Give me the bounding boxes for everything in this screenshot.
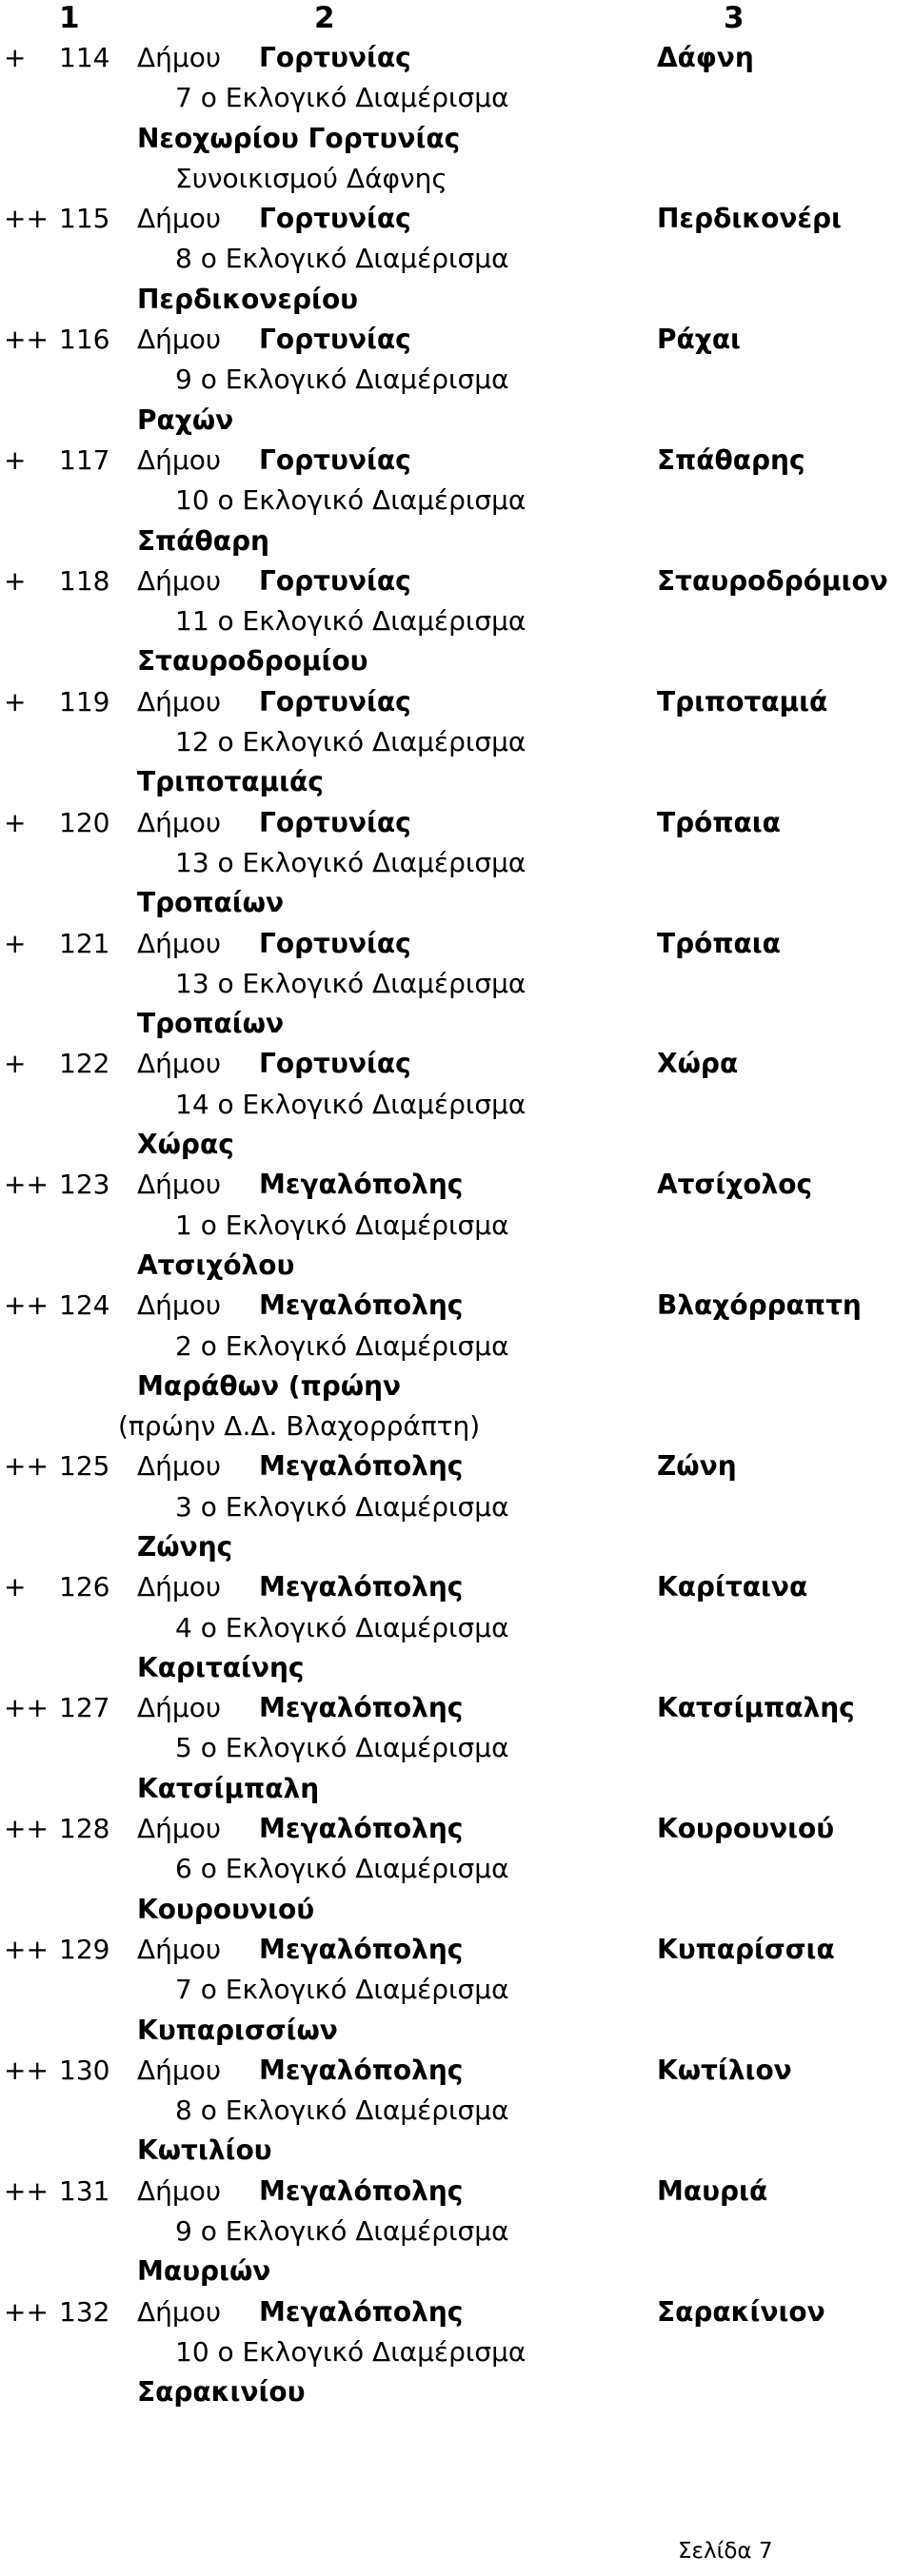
entry-district: 5 ο Εκλογικό Διαμέρισμα: [175, 1732, 509, 1764]
entry-marker: +: [4, 42, 27, 73]
entry-dimou: Δήμου: [137, 1048, 222, 1080]
list-item: [0, 1809, 914, 1930]
entry-number: 132: [59, 2295, 110, 2328]
entry-extra-line: [0, 159, 914, 199]
entry-name-line: [0, 2131, 914, 2171]
entry-name-line: [0, 119, 914, 159]
entry-target: Κυπαρίσσια: [657, 1933, 835, 1965]
entry-main-line: [0, 1809, 914, 1849]
entry-main-line: [0, 803, 914, 843]
entry-name-line: [0, 1125, 914, 1165]
entry-name: Καριταίνης: [137, 1651, 305, 1683]
entry-district: 7 ο Εκλογικό Διαμέρισμα: [175, 1974, 509, 2006]
entry-municipality: Μεγαλόπολης: [259, 1289, 464, 1322]
entry-district: 10 ο Εκλογικό Διαμέρισμα: [175, 2335, 527, 2368]
entry-target: Τριποταμιά: [657, 685, 828, 718]
entry-main-line: [0, 1446, 914, 1486]
entry-main-line: [0, 2292, 914, 2332]
entry-number: 122: [59, 1048, 110, 1080]
entry-target: Δάφνη: [657, 42, 754, 73]
list-item: [0, 1930, 914, 2051]
entry-main-line: [0, 682, 914, 722]
entry-marker: +: [4, 1048, 27, 1080]
list-item: [0, 561, 914, 682]
entry-dimou: Δήμου: [137, 927, 222, 959]
entry-marker: +: [4, 1571, 27, 1603]
entry-municipality: Γορτυνίας: [259, 564, 411, 597]
entry-marker: +: [4, 443, 27, 476]
entry-marker: ++: [4, 2295, 49, 2328]
entry-marker: ++: [4, 2174, 49, 2207]
entry-dimou: Δήμου: [137, 1169, 222, 1201]
entry-number: 130: [59, 2054, 110, 2086]
entry-name-line: [0, 1890, 914, 1930]
entry-number: 128: [59, 1813, 110, 1845]
entry-main-line: [0, 1165, 914, 1205]
entry-name: Σπάθαρη: [137, 524, 269, 557]
entry-name: Κατσίμπαλη: [137, 1772, 320, 1804]
list-item: [0, 1165, 914, 1286]
list-item: [0, 320, 914, 441]
entry-municipality: Γορτυνίας: [259, 324, 411, 356]
entry-name: Νεοχωρίου Γορτυνίας: [137, 122, 461, 154]
entry-former-name: (πρώην Δ.Δ. Βλαχορράπτη): [118, 1410, 481, 1443]
entry-settlement: Συνοικισμού Δάφνης: [175, 162, 447, 194]
entry-district: 8 ο Εκλογικό Διαμέρισμα: [175, 2094, 509, 2127]
entry-municipality: Γορτυνίας: [259, 685, 411, 718]
list-item: [0, 1567, 914, 1688]
entry-dimou: Δήμου: [137, 1289, 222, 1322]
entry-target: Χώρα: [657, 1048, 739, 1080]
entry-number: 118: [59, 564, 110, 597]
entry-target: Κωτίλιον: [657, 2054, 792, 2086]
entry-marker: ++: [4, 1692, 49, 1724]
entry-name-line: [0, 2372, 914, 2412]
entry-sub-line: [0, 601, 914, 641]
entry-district: 13 ο Εκλογικό Διαμέρισμα: [175, 846, 527, 878]
entry-target: Σταυροδρόμιον: [657, 564, 888, 597]
entry-dimou: Δήμου: [137, 324, 222, 356]
entry-name: Κωτιλίου: [137, 2134, 272, 2167]
entry-municipality: Μεγαλόπολης: [259, 1813, 464, 1845]
entry-dimou: Δήμου: [137, 806, 222, 838]
entry-target: Περδικονέρι: [657, 203, 842, 235]
column-header-row: [0, 0, 914, 38]
entry-name: Μαράθων (πρώην: [137, 1369, 402, 1402]
list-item: [0, 2051, 914, 2172]
entry-target: Καρίταινα: [657, 1571, 808, 1603]
entry-sub-line: [0, 1206, 914, 1246]
entry-name: Μαυριών: [137, 2255, 271, 2288]
entry-municipality: Μεγαλόπολης: [259, 1692, 464, 1724]
entry-marker: ++: [4, 2054, 49, 2086]
entry-marker: +: [4, 806, 27, 838]
entry-target: Κουρουνιού: [657, 1813, 835, 1845]
entry-sub-line: [0, 360, 914, 400]
entry-municipality: Γορτυνίας: [259, 42, 411, 73]
entry-name: Ατσιχόλου: [137, 1249, 295, 1281]
entry-dimou: Δήμου: [137, 1692, 222, 1724]
entry-target: Κατσίμπαλης: [657, 1692, 855, 1724]
entry-extra-line: [0, 1406, 914, 1446]
entry-dimou: Δήμου: [137, 2295, 222, 2328]
entry-name: Τριποταμιάς: [137, 766, 324, 798]
entry-sub-line: [0, 1327, 914, 1367]
entry-district: 7 ο Εκλογικό Διαμέρισμα: [175, 82, 509, 114]
list-item: [0, 441, 914, 561]
entry-district: 11 ο Εκλογικό Διαμέρισμα: [175, 605, 527, 638]
entry-name-line: [0, 1527, 914, 1567]
page-number: Σελίδα 7: [678, 2539, 773, 2564]
entry-name-line: [0, 2252, 914, 2291]
entry-marker: ++: [4, 1289, 49, 1322]
entry-district: 9 ο Εκλογικό Διαμέρισμα: [175, 364, 509, 396]
entry-main-line: [0, 320, 914, 360]
list-item: [0, 38, 914, 199]
entry-municipality: Μεγαλόπολης: [259, 1933, 464, 1965]
entry-number: 131: [59, 2174, 110, 2207]
entry-municipality: Γορτυνίας: [259, 1048, 411, 1080]
entry-dimou: Δήμου: [137, 42, 222, 73]
entry-name-line: [0, 521, 914, 561]
entry-number: 124: [59, 1289, 110, 1322]
entry-main-line: [0, 1044, 914, 1084]
entry-main-line: [0, 1286, 914, 1326]
entry-dimou: Δήμου: [137, 1813, 222, 1845]
entry-name: Ζώνης: [137, 1530, 233, 1563]
entry-district: 8 ο Εκλογικό Διαμέρισμα: [175, 243, 509, 275]
entry-marker: ++: [4, 203, 49, 235]
entry-number: 121: [59, 927, 110, 959]
entry-sub-line: [0, 722, 914, 762]
entry-sub-line: [0, 1970, 914, 2010]
entry-name: Χώρας: [137, 1129, 234, 1161]
entry-marker: ++: [4, 1450, 49, 1483]
entry-target: Βλαχόρραπτη: [657, 1289, 862, 1322]
entry-district: 4 ο Εκλογικό Διαμέρισμα: [175, 1611, 509, 1643]
entry-district: 10 ο Εκλογικό Διαμέρισμα: [175, 484, 527, 517]
entry-main-line: [0, 199, 914, 239]
column-header-3: 3: [724, 1, 745, 35]
entry-district: 6 ο Εκλογικό Διαμέρισμα: [175, 1853, 509, 1885]
entry-sub-line: [0, 239, 914, 279]
entry-number: 123: [59, 1169, 110, 1201]
entry-marker: ++: [4, 1813, 49, 1845]
entry-target: Τρόπαια: [657, 806, 781, 838]
entry-district: 3 ο Εκλογικό Διαμέρισμα: [175, 1490, 509, 1523]
entry-dimou: Δήμου: [137, 564, 222, 597]
entry-number: 126: [59, 1571, 110, 1603]
entry-name-line: [0, 1367, 914, 1406]
entry-name-line: [0, 1246, 914, 1286]
entry-name: Ραχών: [137, 403, 234, 436]
entry-municipality: Γορτυνίας: [259, 203, 411, 235]
entry-name: Περδικονερίου: [137, 283, 359, 315]
entry-municipality: Μεγαλόπολης: [259, 2295, 464, 2328]
entry-name-line: [0, 2011, 914, 2051]
entry-dimou: Δήμου: [137, 685, 222, 718]
list-item: [0, 803, 914, 924]
entry-district: 1 ο Εκλογικό Διαμέρισμα: [175, 1209, 509, 1241]
entry-district: 13 ο Εκλογικό Διαμέρισμα: [175, 967, 527, 999]
entry-dimou: Δήμου: [137, 1933, 222, 1965]
entry-target: Ζώνη: [657, 1450, 737, 1483]
entry-number: 129: [59, 1933, 110, 1965]
entry-main-line: [0, 2051, 914, 2091]
entry-dimou: Δήμου: [137, 2174, 222, 2207]
entry-sub-line: [0, 1085, 914, 1125]
entry-marker: ++: [4, 1169, 49, 1201]
entry-municipality: Γορτυνίας: [259, 927, 411, 959]
list-item: [0, 2172, 914, 2292]
list-item: [0, 1688, 914, 1809]
entry-main-line: [0, 561, 914, 601]
entry-sub-line: [0, 964, 914, 1004]
entry-municipality: Μεγαλόπολης: [259, 2174, 464, 2207]
entry-name-line: [0, 1004, 914, 1044]
entry-marker: +: [4, 927, 27, 959]
entry-number: 117: [59, 443, 110, 476]
entry-dimou: Δήμου: [137, 2054, 222, 2086]
entry-name-line: [0, 401, 914, 441]
entry-marker: +: [4, 564, 27, 597]
list-item: [0, 924, 914, 1045]
entry-number: 127: [59, 1692, 110, 1724]
entry-district: 12 ο Εκλογικό Διαμέρισμα: [175, 726, 527, 758]
entry-number: 119: [59, 685, 110, 718]
entries-list: [0, 38, 914, 2413]
entry-name-line: [0, 280, 914, 320]
entry-main-line: [0, 1567, 914, 1607]
entry-sub-line: [0, 78, 914, 118]
entry-name-line: [0, 1648, 914, 1688]
entry-sub-line: [0, 1608, 914, 1648]
list-item: [0, 1446, 914, 1567]
entry-main-line: [0, 441, 914, 481]
entry-municipality: Μεγαλόπολης: [259, 1450, 464, 1483]
entry-target: Ατσίχολος: [657, 1169, 813, 1201]
entry-dimou: Δήμου: [137, 203, 222, 235]
entry-main-line: [0, 924, 914, 964]
list-item: [0, 199, 914, 320]
entry-district: 9 ο Εκλογικό Διαμέρισμα: [175, 2215, 509, 2248]
entry-sub-line: [0, 2091, 914, 2131]
entry-target: Ράχαι: [657, 324, 741, 356]
entry-dimou: Δήμου: [137, 1571, 222, 1603]
entry-marker: ++: [4, 324, 49, 356]
entry-target: Σαρακίνιον: [657, 2295, 825, 2328]
entry-name-line: [0, 641, 914, 681]
entry-dimou: Δήμου: [137, 1450, 222, 1483]
list-item: [0, 1044, 914, 1165]
entry-district: 2 ο Εκλογικό Διαμέρισμα: [175, 1329, 509, 1362]
entry-municipality: Γορτυνίας: [259, 443, 411, 476]
entry-sub-line: [0, 1487, 914, 1527]
entry-number: 125: [59, 1450, 110, 1483]
entry-target: Μαυριά: [657, 2174, 768, 2207]
entry-sub-line: [0, 2332, 914, 2372]
list-item: [0, 682, 914, 803]
entry-sub-line: [0, 843, 914, 883]
list-item: [0, 2292, 914, 2413]
entry-name: Τροπαίων: [137, 887, 285, 919]
entry-marker: +: [4, 685, 27, 718]
column-header-1: 1: [59, 1, 80, 35]
entry-main-line: [0, 1930, 914, 1970]
entry-main-line: [0, 1688, 914, 1728]
entry-main-line: [0, 38, 914, 78]
entry-number: 120: [59, 806, 110, 838]
entry-sub-line: [0, 481, 914, 521]
entry-district: 14 ο Εκλογικό Διαμέρισμα: [175, 1088, 527, 1120]
list-item: [0, 1286, 914, 1446]
entry-name: Κουρουνιού: [137, 1893, 315, 1925]
entry-sub-line: [0, 2212, 914, 2252]
column-header-2: 2: [314, 1, 335, 35]
entry-municipality: Γορτυνίας: [259, 806, 411, 838]
entry-number: 115: [59, 203, 110, 235]
entry-municipality: Μεγαλόπολης: [259, 1169, 464, 1201]
entry-dimou: Δήμου: [137, 443, 222, 476]
entry-target: Τρόπαια: [657, 927, 781, 959]
entry-name-line: [0, 1769, 914, 1809]
entry-number: 114: [59, 42, 110, 73]
entry-name: Σαρακινίου: [137, 2376, 306, 2409]
entry-name: Τροπαίων: [137, 1008, 285, 1040]
entry-sub-line: [0, 1849, 914, 1889]
entry-name: Σταυροδρομίου: [137, 645, 368, 678]
entry-name: Κυπαρισσίων: [137, 2014, 338, 2046]
entry-target: Σπάθαρης: [657, 443, 805, 476]
entry-name-line: [0, 883, 914, 923]
entry-name-line: [0, 762, 914, 802]
entry-number: 116: [59, 324, 110, 356]
entry-municipality: Μεγαλόπολης: [259, 1571, 464, 1603]
entry-main-line: [0, 2172, 914, 2212]
entry-sub-line: [0, 1728, 914, 1768]
entry-municipality: Μεγαλόπολης: [259, 2054, 464, 2086]
entry-marker: ++: [4, 1933, 49, 1965]
